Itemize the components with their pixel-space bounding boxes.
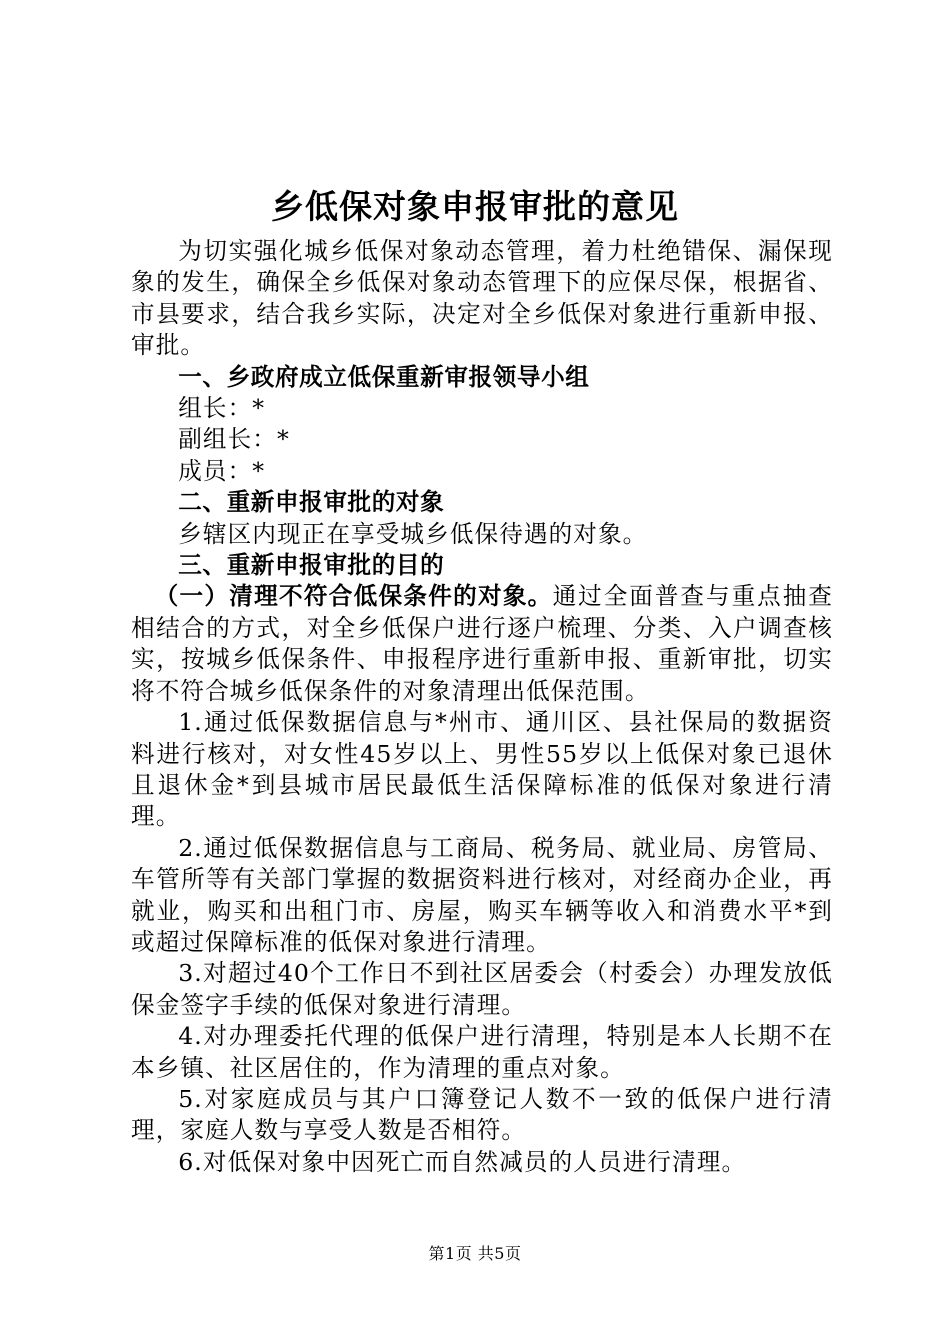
members-line: 成员：* [178, 456, 266, 485]
section-2-heading: 二、重新申报审批的对象 [178, 488, 445, 517]
list-item-3: 3.对超过40个工作日不到社区居委会（村委会）办理发放低保金签字手续的低保对象进行清理。 [131, 959, 833, 1019]
deputy-leader-line: 副组长：* [178, 425, 290, 454]
list-item-5: 5.对家庭成员与其户口簿登记人数不一致的低保户进行清理，家庭人数与享受人数是否相符。 [131, 1084, 833, 1145]
document-title: 乡低保对象申报审批的意见 [271, 187, 679, 226]
list-item-4: 4.对办理委托代理的低保户进行清理，特别是本人长期不在本乡镇、社区居住的，作为清理的重点对象。 [131, 1022, 833, 1082]
subsection-1-paragraph [131, 581, 833, 707]
section-3-heading: 三、重新申报审批的目的 [178, 551, 445, 580]
subsection-1-lead: （一）清理不符合低保条件的对象。 [154, 582, 553, 611]
subsection-1-text: 通过全面普查与重点抽查相结合的方式，对全乡低保户进行逐户梳理、分类、入户调查核实，按城乡低保条件、申报程序进行重新申报、重新审批，切实将不符合城乡低保条件的对象清理出低保范围。 [131, 582, 833, 705]
intro-paragraph: 为切实强化城乡低保对象动态管理，着力杜绝错保、漏保现象的发生，确保全乡低保对象动态管理下的应保尽保，根据省、市县要求，结合我乡实际，决定对全乡低保对象进行重新申报、审批。 [131, 237, 833, 360]
list-item-1: 1.通过低保数据信息与*州市、通川区、县社保局的数据资料进行核对，对女性45岁以上、男性55岁以上低保对象已退休且退休金*到县城市居民最低生活保障标准的低保对象进行清理。 [131, 708, 833, 831]
page-footer: 第1页 共5页 [428, 1244, 522, 1263]
section-2-text: 乡辖区内现正在享受城乡低保待遇的对象。 [178, 519, 648, 548]
document-body [131, 236, 833, 1178]
list-item-6: 6.对低保对象中因死亡而自然减员的人员进行清理。 [178, 1147, 747, 1176]
list-item-2: 2.通过低保数据信息与工商局、税务局、就业局、房管局、车管所等有关部门掌握的数据资料进行核对，对经商办企业，再就业，购买和出租门市、房屋，购买车辆等收入和消费水平*到或超过保障标准的低保对象进行清理。 [131, 833, 833, 956]
section-1-heading: 一、乡政府成立低保重新审报领导小组 [178, 362, 590, 391]
leader-line: 组长：* [178, 394, 266, 423]
